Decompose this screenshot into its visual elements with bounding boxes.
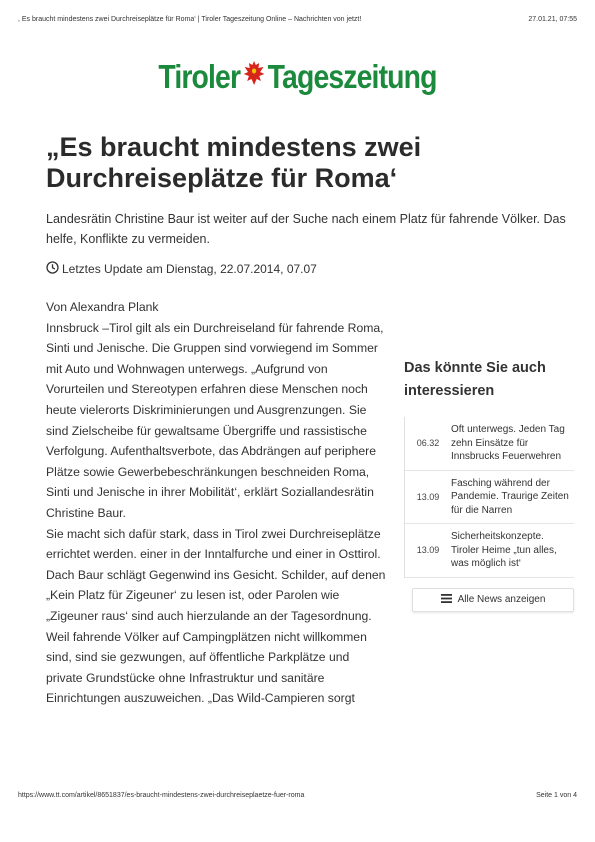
article-body	[46, 297, 386, 709]
news-title[interactable]: Sicherheitskonzepte. Tiroler Heime „tun alles, was möglich ist‘	[451, 531, 557, 569]
article-paragraph: Sie macht sich dafür stark, dass in Tirol zwei Durchreiseplätze errichtet werden. einer in der Inntalfurche und einer in Osttirol. Dach Baur schlägt Gegenwind ins Gesicht. Schilder, auf denen „Kein Platz für Zigeuner‘ zu lesen ist, oder Parolen wie „Zigeuner raus‘ sind auch hierzulande an der Tagesordnung. Weil fahrende Völker auf Campingplätzen nicht willkommen sind, sind sie gezwungen, auf öffentliche Parkplätze und private Grundstücke ohne Infrastruktur und sanitäre Einrichtungen auszuweichen. „Das Wild-Campieren sorgt	[46, 526, 386, 706]
news-item[interactable]	[405, 524, 574, 578]
sidebar-title: Das könnte Sie auch interessieren	[404, 360, 546, 399]
all-news-button[interactable]	[412, 588, 574, 612]
list-icon	[441, 594, 452, 606]
logo-text-left: Tiroler	[158, 58, 241, 95]
logo-text-right: Tageszeitung	[267, 58, 437, 95]
news-time: 06.32	[416, 438, 440, 449]
article-paragraph: Innsbruck –Tirol gilt als ein Durchreiseland für fahrende Roma, Sinti und Jenische. Die Gruppen sind vorwiegend im Sommer mit Auto und Wohnwagen unterwegs. „Aufgrund von Vorurteilen und Stereotypen erfahren diese Menschen noch heute vielerorts Diskriminierungen und Ausgrenzungen. Sie sind Zielscheibe für gewaltsame Übergriffe und rassistische Verfolgung. Aufenthaltsverbote, das Abdrängen auf periphere Plätze sowie Gewerbebeschränkungen beschneiden Roma, Sinti und Jenische in ihrer Mobilität‘, erklärt Soziallandesrätin Christine Baur.	[46, 320, 384, 520]
news-item[interactable]	[405, 471, 574, 525]
article-lead: Landesrätin Christine Baur ist weiter auf der Suche nach einem Platz für fahrende Völker. Das helfe, Konflikte zu vermeiden.	[46, 212, 566, 246]
news-time: 13.09	[416, 545, 440, 556]
print-header-title: , Es braucht mindestens zwei Durchreiseplätze für Roma‘ | Tiroler Tageszeitung Online – Nachrichten von jetzt!	[18, 16, 362, 23]
news-title[interactable]: Fasching während der Pandemie. Traurige Zeiten für die Narren	[451, 477, 569, 516]
article-headline: „Es braucht mindestens zwei Durchreiseplätze für Roma‘	[46, 132, 422, 193]
site-logo[interactable]	[42, 58, 554, 98]
print-header-date: 27.01.21, 07:55	[528, 16, 577, 23]
news-title[interactable]: Oft unterwegs. Jeden Tag zehn Einsätze für Innsbrucks Feuerwehren	[451, 424, 565, 462]
article-byline: Von Alexandra Plank	[46, 300, 159, 314]
news-time: 13.09	[416, 491, 440, 502]
news-list	[404, 417, 574, 578]
update-text: Letztes Update am Dienstag, 22.07.2014, 07.07	[62, 262, 317, 276]
related-sidebar	[404, 357, 574, 612]
print-footer-url: https://www.tt.com/artikel/8651837/es-braucht-mindestens-zwei-durchreiseplaetze-fuer-roma	[18, 792, 305, 799]
news-item[interactable]	[405, 417, 574, 471]
all-news-label: Alle News anzeigen	[457, 594, 546, 605]
print-footer-page: Seite 1 von 4	[536, 792, 577, 799]
eagle-icon	[243, 57, 265, 95]
update-line	[46, 261, 317, 277]
clock-icon	[46, 261, 59, 277]
